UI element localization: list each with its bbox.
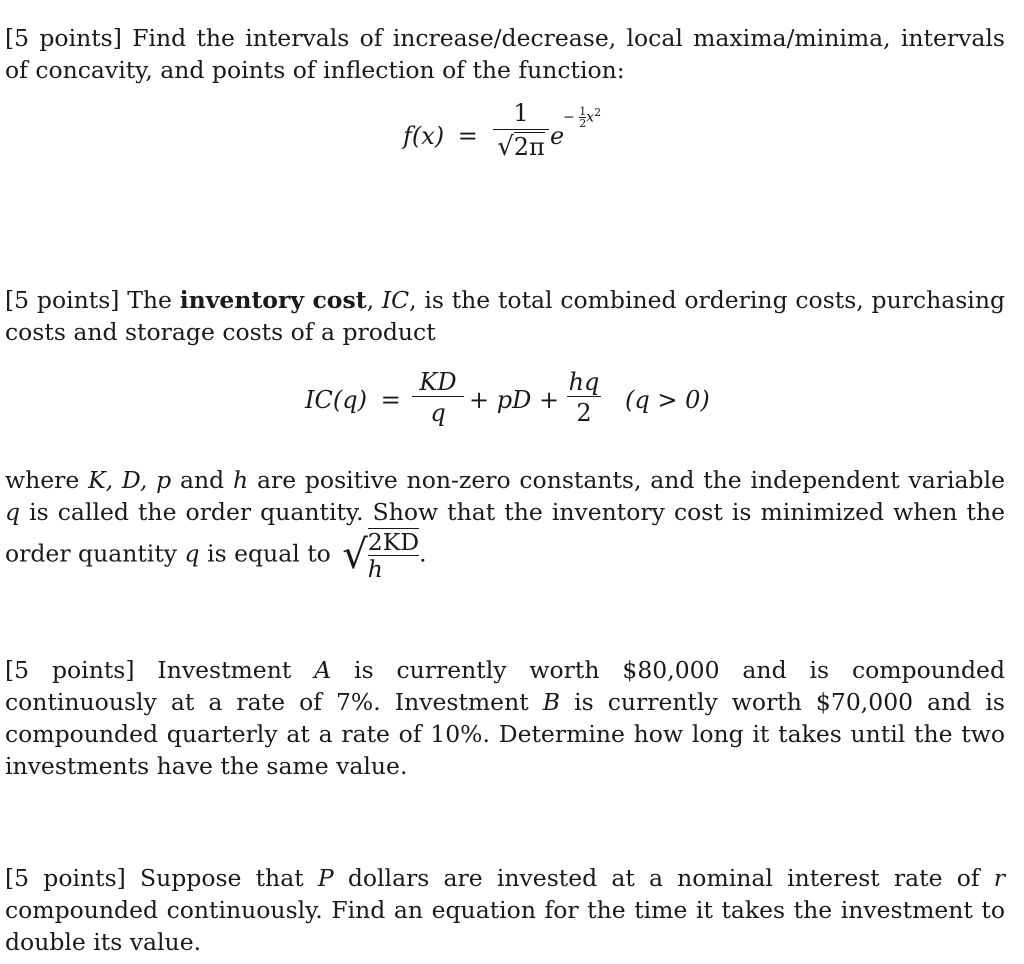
problem-3-t1: Investment — [157, 656, 292, 684]
problem-2-var-ic: IC — [381, 286, 410, 314]
sqrt-num: 2KD — [367, 528, 420, 556]
final-q: q — [184, 539, 200, 568]
where-h: h — [233, 466, 249, 494]
problem-1-formula — [5, 86, 1005, 204]
problem-3-t2: is currently worth $80,000 and is compounded continuously at a rate of 7%. Investment — [5, 656, 1005, 716]
problem-4-statement — [5, 862, 1005, 958]
sqrt-radical-icon: √ — [342, 532, 368, 578]
problem-2-where — [5, 464, 1005, 582]
formula-1-exp-pow: 2 — [594, 106, 602, 119]
formula-2-lhs: IC(q) — [305, 386, 367, 414]
final-text: is equal to — [207, 539, 331, 568]
problem-1-text: Find the intervals of increase/decrease, local maxima/minima, intervals of concavity, and points of inflection of the function: — [5, 24, 1005, 84]
problem-2-text-pre: The — [127, 286, 172, 314]
problem-2-text-post: , is the total combined ordering costs, purchasing costs and storage costs of a product — [5, 286, 1005, 346]
problem-2-statement — [5, 284, 1005, 348]
problem-4-var-r: r — [993, 864, 1005, 892]
final-period: . — [419, 539, 427, 568]
where-text: are positive non-zero constants, and the independent variable — [256, 466, 1005, 494]
formula-1-denominator: 2π — [513, 133, 545, 161]
sqrt-icon: √ — [497, 132, 514, 162]
formula-2-mid-term: + pD + — [469, 386, 560, 414]
problem-2-formula — [5, 348, 1005, 458]
problem-4-t2: dollars are invested at a nominal interest rate of — [347, 864, 980, 892]
formula-2-frac2-num: hq — [568, 368, 600, 396]
problem-3-t3: is currently worth $70,000 and is compounded quarterly at a rate of 10%. Determine how long it takes until the two investments have the same value. — [5, 688, 1005, 780]
problem-2-bold-term: inventory cost — [179, 286, 367, 314]
document-page — [5, 22, 1005, 958]
problem-2-text-mid: , — [366, 286, 382, 314]
formula-2-equals: = — [380, 386, 401, 414]
problem-3-var-a: A — [314, 656, 332, 684]
problem-3-statement — [5, 654, 1005, 782]
formula-2-frac2-den: 2 — [567, 396, 601, 427]
sqrt-expression — [342, 528, 419, 582]
where-pre: where — [5, 466, 80, 494]
problem-4-t3: compounded continuously. Find an equation for the time it takes the investment to double its value. — [5, 896, 1005, 956]
sqrt-den: h — [368, 555, 419, 582]
problem-4-t1: Suppose that — [140, 864, 304, 892]
formula-1-equals: = — [457, 122, 478, 150]
formula-1-exp-num: 1 — [579, 105, 587, 119]
problem-2-points: [5 points] — [5, 286, 120, 314]
where-q: q — [5, 498, 21, 526]
problem-1-points: [5 points] — [5, 24, 122, 52]
formula-1-base: e — [550, 122, 565, 150]
formula-1-lhs: f(x) — [403, 122, 445, 150]
problem-3-var-b: B — [542, 688, 561, 716]
where-vars: K, D, p — [88, 466, 172, 494]
problem-3-points: [5 points] — [5, 656, 135, 684]
formula-1-exp-den: 2 — [579, 117, 587, 131]
formula-2-frac1-den: q — [412, 396, 464, 427]
where-is: is called the order quantity. Show that the inventory cost is minimized when the order quantity — [5, 498, 1005, 568]
problem-1-statement — [5, 22, 1005, 86]
formula-1-numerator: 1 — [513, 99, 529, 127]
formula-1-exp-sign: − — [563, 109, 575, 126]
formula-2-frac1-num: KD — [419, 368, 457, 396]
formula-2-condition: (q > 0) — [625, 386, 710, 414]
where-and: and — [180, 466, 225, 494]
problem-4-var-p: P — [317, 864, 334, 892]
problem-4-points: [5 points] — [5, 864, 126, 892]
formula-1-exp-var: x — [586, 109, 595, 126]
